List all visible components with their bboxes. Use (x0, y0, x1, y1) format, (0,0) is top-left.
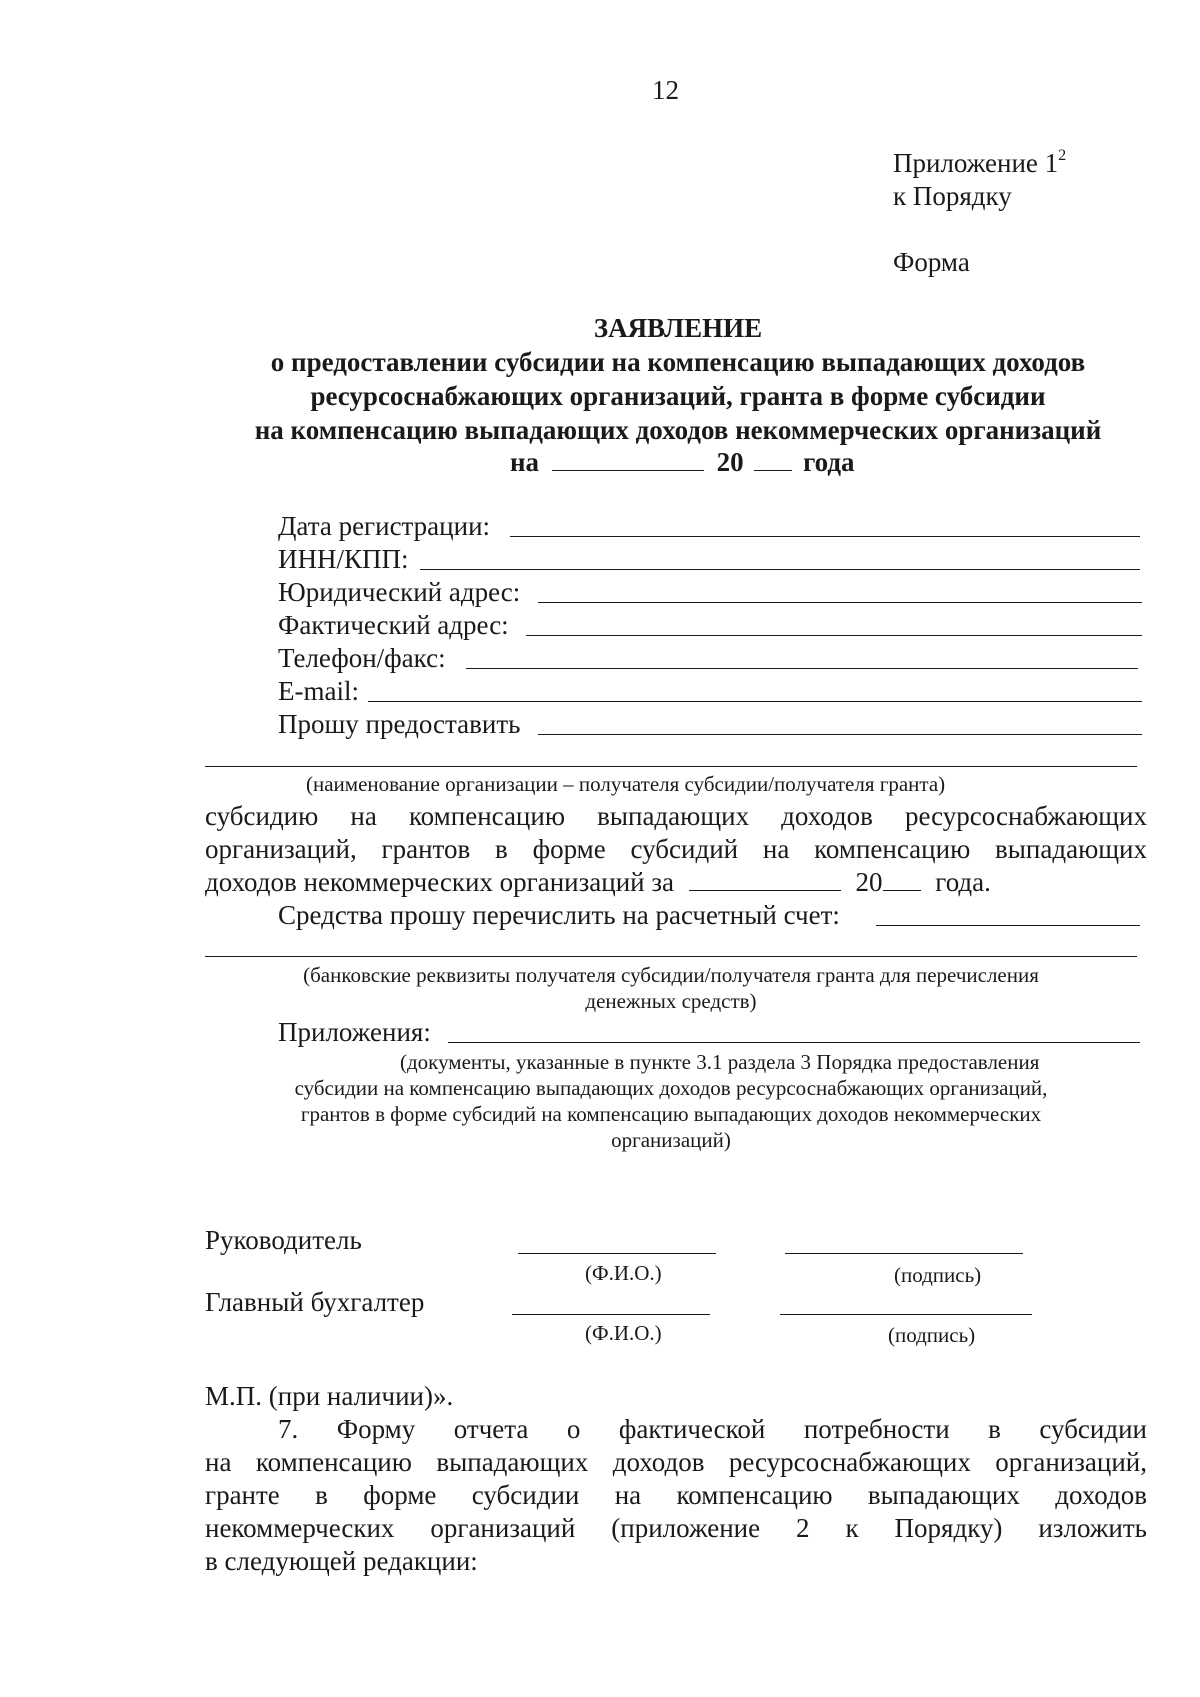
field-phone-fax-label: Телефон/факс: (278, 643, 446, 673)
field-phone-fax-line[interactable] (466, 668, 1138, 669)
attachments-caption-line1: (документы, указанные в пункте 3.1 раздела 3 Порядка предоставления (400, 1050, 1040, 1074)
title-line2: ресурсоснабжающих организаций, гранта в форме субсидии (310, 381, 1046, 411)
subsidy-year-blank[interactable] (883, 866, 921, 891)
field-email-line[interactable] (368, 701, 1142, 702)
subsidy-text-line3 (205, 866, 991, 898)
subsidy-year: 20 (855, 867, 883, 897)
org-name-caption: (наименование организации – получателя субсидии/получателя гранта) (306, 772, 946, 796)
account-caption-line2: денежных средств) (585, 989, 757, 1013)
page-number: 12 (652, 75, 679, 105)
accountant-fio-caption: (Ф.И.О.) (585, 1321, 662, 1345)
appendix-line1: Приложение 1 (893, 148, 1059, 178)
paragraph7-line1: 7. Форму отчета о фактической потребности в субсидии (278, 1414, 1147, 1444)
head-sign-line[interactable] (785, 1253, 1023, 1254)
account-line[interactable] (876, 925, 1140, 926)
account-details-line[interactable] (205, 956, 1137, 957)
account-label: Средства прошу перечислить на расчетный счет: (278, 900, 840, 930)
subsidy-text-line1: субсидию на компенсацию выпадающих доходов ресурсоснабжающих (205, 801, 1147, 831)
period-prefix: на (510, 447, 540, 477)
head-sign-caption: (подпись) (894, 1263, 982, 1287)
period-year: 20 (716, 447, 744, 477)
period-suffix: года (803, 447, 855, 477)
paragraph7-line3: гранте в форме субсидии на компенсацию выпадающих доходов (205, 1480, 1147, 1510)
head-fio-caption: (Ф.И.О.) (585, 1261, 662, 1285)
paragraph7-line2: на компенсацию выпадающих доходов ресурсоснабжающих организаций, (205, 1447, 1147, 1477)
accountant-sign-caption: (подпись) (888, 1323, 976, 1347)
subsidy-text-prefix: доходов некоммерческих организаций за (205, 867, 675, 897)
period-year-blank[interactable] (754, 446, 792, 471)
title-line1: о предоставлении субсидии на компенсацию выпадающих доходов (270, 347, 1086, 377)
appendix-title (893, 147, 1066, 179)
attachments-label: Приложения: (278, 1017, 431, 1047)
paragraph7-line4: некоммерческих организаций (приложение 2 к Порядку) изложить (205, 1513, 1147, 1543)
field-legal-address-line[interactable] (538, 602, 1142, 603)
field-actual-address-line[interactable] (526, 635, 1142, 636)
subsidy-text-line2: организаций, грантов в форме субсидий на компенсацию выпадающих (205, 834, 1147, 864)
head-label: Руководитель (205, 1225, 362, 1255)
head-fio-line[interactable] (518, 1253, 716, 1254)
title-line3: на компенсацию выпадающих доходов некоммерческих организаций (254, 415, 1102, 445)
form-label: Форма (893, 247, 970, 277)
account-caption-line1: (банковские реквизиты получателя субсидии/получателя гранта для перечисления (303, 963, 1039, 987)
title-period (510, 446, 855, 478)
field-registration-date-line[interactable] (510, 536, 1140, 537)
accountant-fio-line[interactable] (512, 1314, 710, 1315)
field-request-line[interactable] (538, 734, 1142, 735)
subsidy-suffix: года. (935, 867, 991, 897)
accountant-label: Главный бухгалтер (205, 1287, 425, 1317)
appendix-line2: к Порядку (893, 181, 1012, 211)
stamp-note: М.П. (при наличии)». (205, 1381, 454, 1411)
document-heading: ЗАЯВЛЕНИЕ (593, 313, 763, 343)
accountant-sign-line[interactable] (780, 1314, 1032, 1315)
field-registration-date-label: Дата регистрации: (278, 511, 491, 541)
attachments-caption-line2: субсидии на компенсацию выпадающих доходов ресурсоснабжающих организаций, (294, 1076, 1048, 1100)
appendix-superscript: 2 (1058, 146, 1067, 164)
field-inn-kpp-label: ИНН/КПП: (278, 544, 409, 574)
period-month-blank[interactable] (552, 446, 704, 471)
field-actual-address-label: Фактический адрес: (278, 610, 509, 640)
field-request-label: Прошу предоставить (278, 709, 521, 739)
subsidy-period-blank[interactable] (689, 866, 841, 891)
attachments-line[interactable] (448, 1042, 1140, 1043)
attachments-caption-line3: грантов в форме субсидий на компенсацию выпадающих доходов некоммерческих (300, 1102, 1042, 1126)
paragraph7-line5: в следующей редакции: (205, 1546, 478, 1576)
attachments-caption-line4: организаций) (611, 1128, 731, 1152)
field-legal-address-label: Юридический адрес: (278, 577, 521, 607)
field-email-label: E-mail: (278, 676, 359, 706)
field-inn-kpp-line[interactable] (420, 569, 1140, 570)
org-name-line[interactable] (205, 766, 1137, 767)
